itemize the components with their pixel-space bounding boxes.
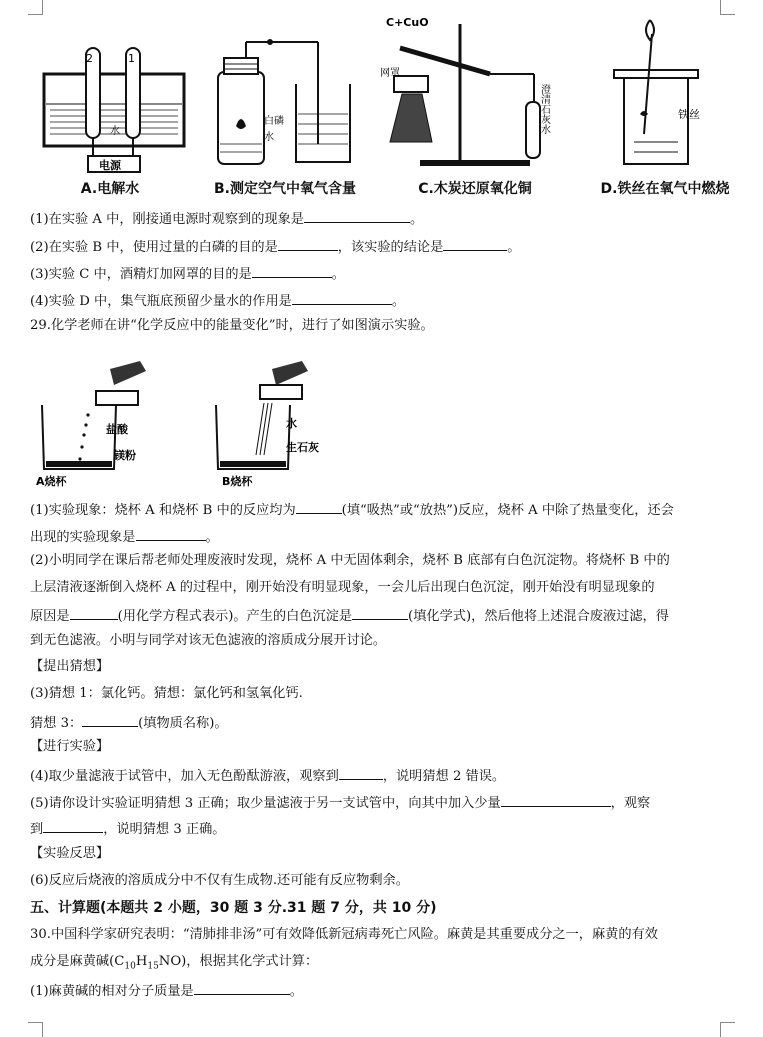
figure-a-caption: A.电解水 [80,181,140,197]
q28-4-text: (4)实验 D 中，集气瓶底预留少量水的作用是 [30,294,292,309]
figure-c-caption: C.木炭还原氧化铜 [418,181,532,197]
q29-6-line: (6)反应后烧液的溶质成分中不仅有生成物.还可能有反应物剩余。 [30,873,409,888]
heading-reflection: 【实验反思】 [30,846,110,861]
q28-3-blank[interactable] [252,263,332,278]
limewater-label: 澄清石灰水 [538,84,550,134]
water-label-beaker-b: 水 [286,417,297,430]
q28-2-blank-2[interactable] [443,236,507,251]
q30-1-line: (1)麻黄碱的相对分子质量是 。 [30,980,303,1001]
q29-2-line-2: 上层清液逐渐倒入烧杯 A 的过程中，刚开始没有明显现象，一会儿后出现白色沉淀，刚开始没有明显现象的 [30,580,655,595]
q29-4-blank[interactable] [339,765,383,780]
figure-iron-burning [580,14,750,200]
q29-2-blank-1[interactable] [70,605,118,620]
lime-label: 生石灰 [286,441,319,454]
beaker-a [36,361,146,488]
q29-1-line-2: 出现的实验现象是 。 [30,526,219,547]
beaker-b [216,361,319,488]
water-label: 水 [110,126,120,137]
q29-3-line-1: (3)猜想 1：氯化钙。猜想：氯化钙和氢氧化钙. [30,686,303,701]
q29-1-blank-1[interactable] [296,499,342,514]
tube-right-label: 1 [128,52,135,65]
oxygen-content-diagram [200,14,375,174]
acid-label: 盐酸 [106,423,128,436]
figure-electrolysis [30,14,190,200]
q28-line-4: (4)实验 D 中，集气瓶底预留少量水的作用是 。 [30,290,405,311]
mg-label: 镁粉 [114,449,136,462]
q28-line-3: (3)实验 C 中，酒精灯加网罩的目的是 。 [30,263,345,284]
corner-mark-bottom-right [720,1022,735,1037]
figure-d-caption: D.铁丝在氧气中燃烧 [600,181,730,197]
q30-1-blank[interactable] [194,980,290,995]
iron-burning-diagram [580,14,750,174]
q29-1-line-1: (1)实验现象：烧杯 A 和烧杯 B 中的反应均为 (填“吸热”或“放热”)反应，烧杯 A 中除了热量变化，还会 [30,499,674,520]
heading-hypothesis: 【提出猜想】 [30,659,110,674]
q29-5-blank-1[interactable] [501,792,611,807]
q29-3-blank[interactable] [82,712,138,727]
q30-line-2: 成分是麻黄碱$(C_{10}H_{15}NO)$，根据其化学式计算： [30,954,319,972]
heading-experiment: 【进行实验】 [30,739,110,754]
q30-line-1: 30.中国科学家研究表明：“清肺排非汤”可有效降低新冠病毒死亡风险。麻黄是其重要成分之一，麻黄的有效 [30,927,658,942]
q28-1-blank[interactable] [304,208,410,223]
beaker-a-caption: A烧杯 [36,475,67,488]
figure-carbon-reduction [380,14,570,200]
tube-left-label: 2 [86,52,93,65]
figure-b-caption: B.测定空气中氧气含量 [214,181,356,197]
q28-2-blank-1[interactable] [278,236,338,251]
mesh-label: 网罩 [380,68,400,79]
q29-2-line-4: 到无色滤液。小明与同学对该无色滤液的溶质成分展开讨论。 [30,633,387,648]
q29-3-line-2: 猜想 3： (填物质名称)。 [30,712,228,733]
electrolysis-diagram [30,14,190,174]
q29-2-line-3: 原因是 (用化学方程式表示)。产生的白色沉淀是 (填化学式)，然后他将上述混合废液过滤，得 [30,605,669,626]
experiment-figures [30,14,750,200]
q28-4-blank[interactable] [292,290,392,305]
q28-1-text: (1)在实验 A 中，刚接通电源时观察到的现象是 [30,212,304,227]
q29-5-line-1: (5)请你设计实验证明猜想 3 正确；取少量滤液于另一支试管中，向其中加入少量 ，观察 [30,792,650,813]
q28-line-2: (2)在实验 B 中，使用过量的白磷的目的是 ，该实验的结论是 。 [30,236,520,257]
q29-beaker-figures [30,355,350,495]
q28-3-text: (3)实验 C 中，酒精灯加网罩的目的是 [30,267,252,282]
corner-mark-top-left [28,0,43,15]
carbon-reduction-diagram [380,14,570,174]
q29-1-blank-2[interactable] [136,526,206,541]
q29-2-blank-2[interactable] [352,605,408,620]
corner-mark-bottom-left [28,1022,43,1037]
formula-label: C+CuO [386,16,429,29]
corner-mark-top-right [720,0,735,15]
q29-5-blank-2[interactable] [43,818,103,833]
section-5-heading: 五、计算题(本题共 2 小题，30 题 3 分.31 题 7 分，共 10 分) [30,900,437,916]
q29-intro: 29.化学老师在讲“化学反应中的能量变化”时，进行了如图演示实验。 [30,318,434,333]
beaker-b-caption: B烧杯 [222,475,253,488]
q29-4-line: (4)取少量滤液于试管中，加入无色酚酞游液，观察到 ，说明猜想 2 错误。 [30,765,505,786]
iron-wire-label: 铁丝 [678,108,700,121]
power-label: 电源 [99,159,121,172]
phosphorus-label: 白磷 [264,116,284,127]
q29-2-line-1: (2)小明同学在课后帮老师处理废液时发现，烧杯 A 中无固体剩余，烧杯 B 底部有白色沉淀物。将烧杯 B 中的 [30,553,670,568]
water-label-b: 水 [264,132,274,143]
figure-oxygen-content [200,14,360,200]
q28-line-1: (1)在实验 A 中，刚接通电源时观察到的现象是 。 [30,208,423,229]
q28-2-text: (2)在实验 B 中，使用过量的白磷的目的是 [30,240,278,255]
q29-5-line-2: 到 ，说明猜想 3 正确。 [30,818,225,839]
